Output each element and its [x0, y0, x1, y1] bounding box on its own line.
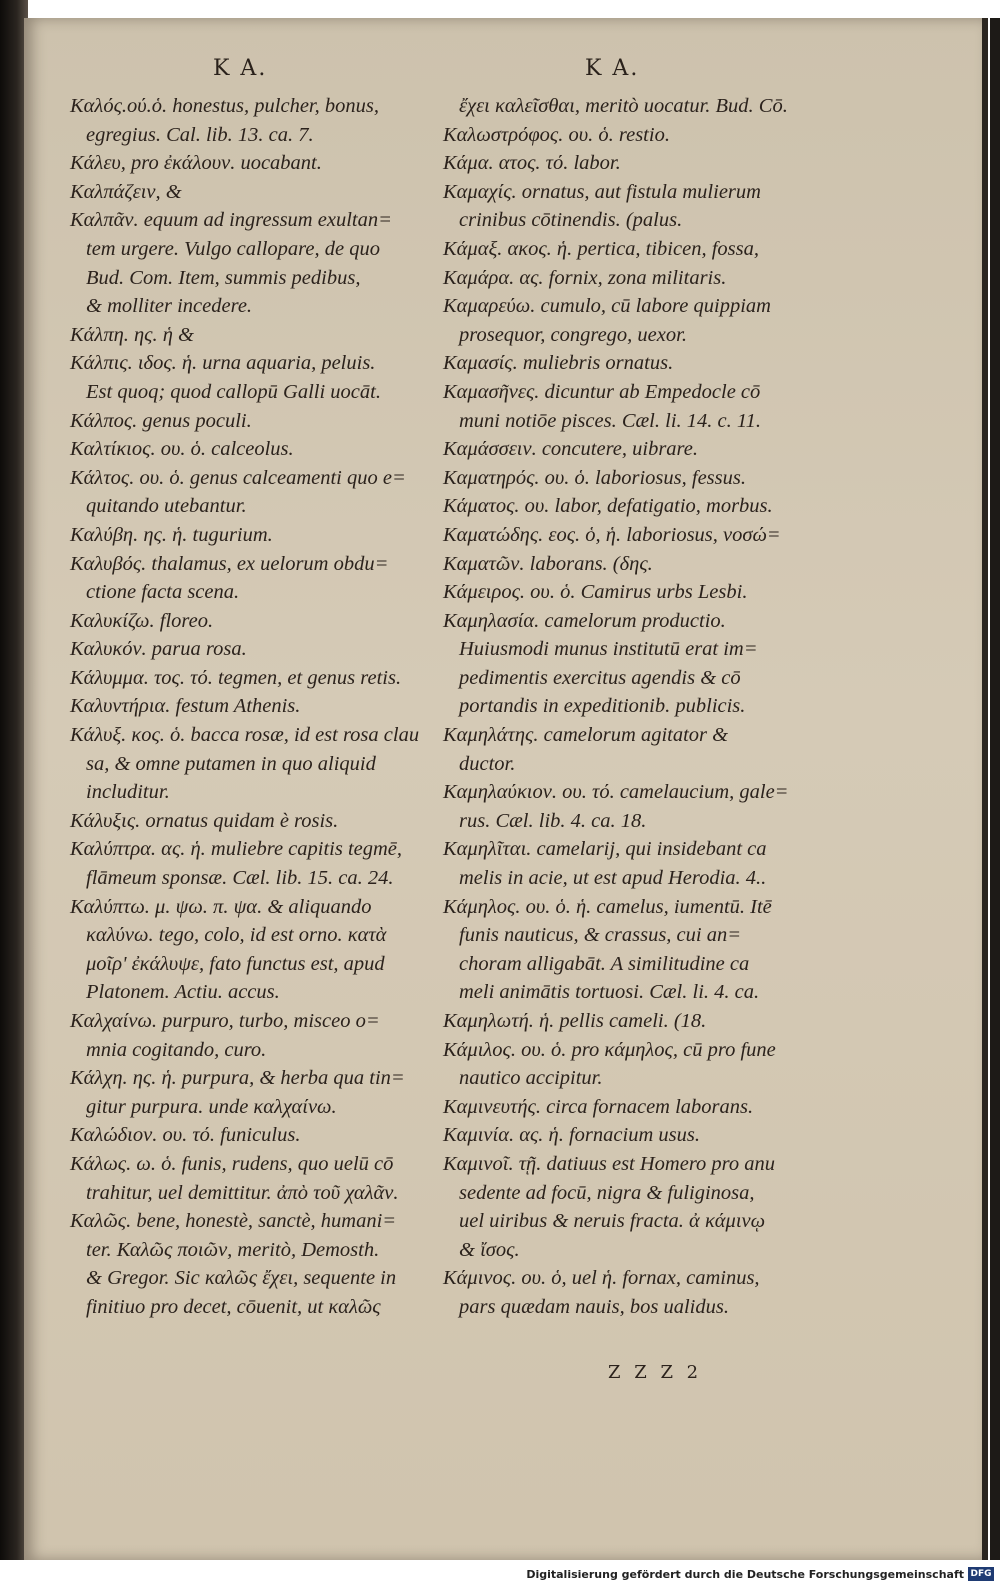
text-line: Kαμινία. ας. ἡ. fornacium usus.: [443, 1124, 700, 1147]
text-line: includitur.: [86, 781, 170, 804]
text-line: meli animātis tortuosi. Cæl. li. 4. ca.: [459, 981, 760, 1004]
signature-mark: Z Z Z 2: [608, 1362, 703, 1383]
text-line: Kαμηλασία. camelorum productio.: [443, 609, 726, 632]
text-line: Kάμινος. ου. ὁ, uel ἡ. fornax, caminus,: [443, 1267, 760, 1290]
text-line: egregius. Cal. lib. 13. ca. 7.: [86, 123, 314, 146]
text-line: Kαλυκίζω. floreo.: [70, 609, 214, 632]
text-line: Est quoq; quod callopū Galli uocāt.: [86, 380, 381, 403]
text-line: Kαμαχίς. ornatus, aut fistula mulierum: [443, 180, 761, 203]
text-line: Kάλπη. ης. ἡ &: [70, 323, 194, 346]
text-line: Kάματος. ου. labor, defatigatio, morbus.: [443, 495, 773, 518]
running-head-left: K A.: [213, 56, 268, 81]
text-line: & Gregor. Sic καλῶς ἔχει, sequente in: [86, 1267, 397, 1290]
text-line: trahitur, uel demittitur. ἀπὸ τοῦ χαλᾶν.: [86, 1181, 399, 1204]
text-line: Kαλύβη. ης. ἡ. tugurium.: [70, 523, 273, 546]
text-line: Kάλχη. ης. ἡ. purpura, & herba qua tin=: [70, 1067, 405, 1090]
text-line: gitur purpura. unde καλχαίνω.: [86, 1095, 337, 1118]
text-line: Kάλπος. genus poculi.: [70, 409, 252, 432]
text-line: muni notiōe pisces. Cæl. li. 14. c. 11.: [459, 409, 761, 432]
text-line: & ἴσος.: [459, 1238, 520, 1261]
text-line: Kαλτίκιος. ου. ὁ. calceolus.: [70, 438, 294, 461]
text-line: Kαμάρα. ας. fornix, zona militaris.: [443, 266, 727, 289]
text-line: Kάλτος. ου. ὁ. genus calceamenti quo e=: [70, 466, 406, 489]
text-line: crinibus cōtinendis. (palus.: [459, 209, 683, 232]
text-line: ductor.: [459, 752, 516, 775]
text-line: & molliter incedere.: [86, 295, 253, 318]
text-line: Kάλυξις. ornatus quidam è rosis.: [70, 809, 339, 832]
text-line: Kαλυβός. thalamus, ex uelorum obdu=: [70, 552, 389, 575]
text-line: Kάμιλος. ου. ὁ. pro κάμηλος, cū pro fune: [443, 1038, 776, 1061]
text-line: Kάμα. ατος. τό. labor.: [443, 152, 621, 175]
text-line: Kαλώδιον. ου. τό. funiculus.: [70, 1124, 301, 1147]
text-line: rus. Cæl. lib. 4. ca. 18.: [459, 809, 647, 832]
text-line: melis in acie, ut est apud Herodia. 4..: [459, 867, 767, 890]
text-line: Kαλῶς. bene, honestè, sanctè, humani=: [70, 1210, 397, 1233]
text-line: ἔχει καλεῖσθαι, meritò uocatur. Bud. Cō.: [459, 95, 788, 117]
text-line: pedimentis exercitus agendis & cō: [459, 666, 741, 689]
text-line: μοῖρ' ἐκάλυψε, fato functus est, apud: [86, 952, 385, 975]
text-line: Kαλχαίνω. purpuro, turbo, misceo o=: [70, 1010, 380, 1032]
text-line: Kάμαξ. ακος. ἡ. pertica, tibicen, fossa,: [443, 237, 759, 260]
text-line: Kάλως. ω. ὁ. funis, rudens, quo uelū cō: [70, 1152, 394, 1175]
text-line: tem urgere. Vulgo callopare, de quo: [86, 237, 380, 260]
text-line: Kαμινοῖ. τῇ. datiuus est Homero pro anu: [443, 1152, 776, 1175]
text-line: καλύνω. tego, colo, id est orno. κατὰ: [86, 924, 387, 947]
right-column: [443, 92, 789, 1322]
text-line: nautico accipitur.: [459, 1067, 603, 1090]
text-line: Kαλωστρόφος. ου. ὁ. restio.: [443, 123, 670, 146]
text-line: Kαλύπτρα. ας. ἡ. muliebre capitis tegmē,: [70, 838, 403, 861]
text-line: Kαματηρός. ου. ὁ. laboriosus, fessus.: [443, 466, 746, 489]
text-line: ter. Καλῶς ποιῶν, meritò, Demosth.: [86, 1238, 380, 1261]
text-line: Kαματώδης. εος. ὁ, ἡ. laboriosus, νοσώ=: [443, 523, 781, 546]
text-line: Kαμηλῖται. camelarij, qui insidebant ca: [443, 838, 767, 861]
text-line: choram alligabāt. A similitudine ca: [459, 952, 750, 975]
footer-credit: Digitalisierung gefördert durch die Deutsche Forschungsgemeinschaft: [526, 1568, 964, 1581]
text-line: Kαλός.ού.ὁ. honestus, pulcher, bonus,: [70, 95, 379, 117]
text-line: Bud. Com. Item, summis pedibus,: [86, 266, 361, 289]
text-line: Kάλυξ. κος. ὁ. bacca rosæ, id est rosa clau: [70, 724, 420, 747]
text-line: Kαμασῆνες. dicuntur ab Empedocle cō: [443, 380, 761, 403]
text-line: Kαλυκόν. parua rosa.: [70, 638, 247, 661]
running-head-right: K A.: [585, 56, 640, 81]
text-line: Kαλπάζειν, &: [70, 180, 182, 203]
text-line: Kαλυντήρια. festum Athenis.: [70, 695, 301, 718]
text-line: portandis in expeditionib. publicis.: [459, 695, 746, 718]
text-line: Kαμασίς. muliebris ornatus.: [443, 352, 674, 375]
page-edge: [990, 18, 1000, 1560]
text-line: Kαλύπτω. μ. ψω. π. ψα. & aliquando: [70, 895, 372, 918]
text-line: sedente ad focū, nigra & fuliginosa,: [459, 1181, 755, 1204]
text-line: Kαμηλωτή. ἡ. pellis cameli. (18.: [443, 1010, 707, 1032]
text-line: ctione facta scena.: [86, 581, 240, 604]
left-column: [70, 92, 420, 1322]
text-line: prosequor, congrego, uexor.: [459, 323, 687, 346]
text-line: mnia cogitando, curo.: [86, 1038, 267, 1061]
text-line: quitando utebantur.: [86, 495, 247, 518]
text-line: Kάλευ, pro ἐκάλουν. uocabant.: [70, 152, 322, 175]
text-line: Kαμηλαύκιον. ου. τό. camelaucium, gale=: [443, 781, 789, 804]
text-line: flāmeum sponsæ. Cæl. lib. 15. ca. 24.: [86, 867, 394, 890]
text-line: Kαλπᾶν. equum ad ingressum exultan=: [70, 209, 392, 232]
text-line: funis nauticus, & crassus, cui an=: [459, 924, 742, 947]
text-line: pars quædam nauis, bos ualidus.: [459, 1295, 729, 1318]
text-line: sa, & omne putamen in quo aliquid: [86, 752, 376, 775]
text-line: Platonem. Actiu. accus.: [86, 981, 280, 1004]
text-line: Kαμάσσειν. concutere, uibrare.: [443, 438, 698, 461]
text-line: finitiuo pro decet, cōuenit, ut καλῶς: [86, 1295, 381, 1318]
text-line: Huiusmodi munus institutū erat im=: [459, 638, 758, 661]
text-line: Kαματῶν. laborans. (δης.: [443, 552, 653, 575]
text-line: Kαμαρεύω. cumulo, cū labore quippiam: [443, 295, 771, 318]
text-line: Kαμηλάτης. camelorum agitator &: [443, 724, 729, 747]
text-line: Kαμινευτής. circa fornacem laborans.: [443, 1095, 754, 1118]
footer-bar: [0, 1564, 1000, 1592]
text-line: Kάμηλος. ου. ὁ. ἡ. camelus, iumentū. Itē: [443, 895, 772, 918]
dfg-logo: DFG: [968, 1567, 994, 1581]
text-line: uel uiribus & neruis fracta. ἀ κάμινῳ: [459, 1210, 766, 1233]
text-line: Kάμειρος. ου. ὁ. Camirus urbs Lesbi.: [443, 581, 748, 604]
text-line: Kάλυμμα. τος. τό. tegmen, et genus retis.: [70, 666, 402, 689]
text-line: Kάλπις. ιδος. ἡ. urna aquaria, peluis.: [70, 352, 376, 375]
